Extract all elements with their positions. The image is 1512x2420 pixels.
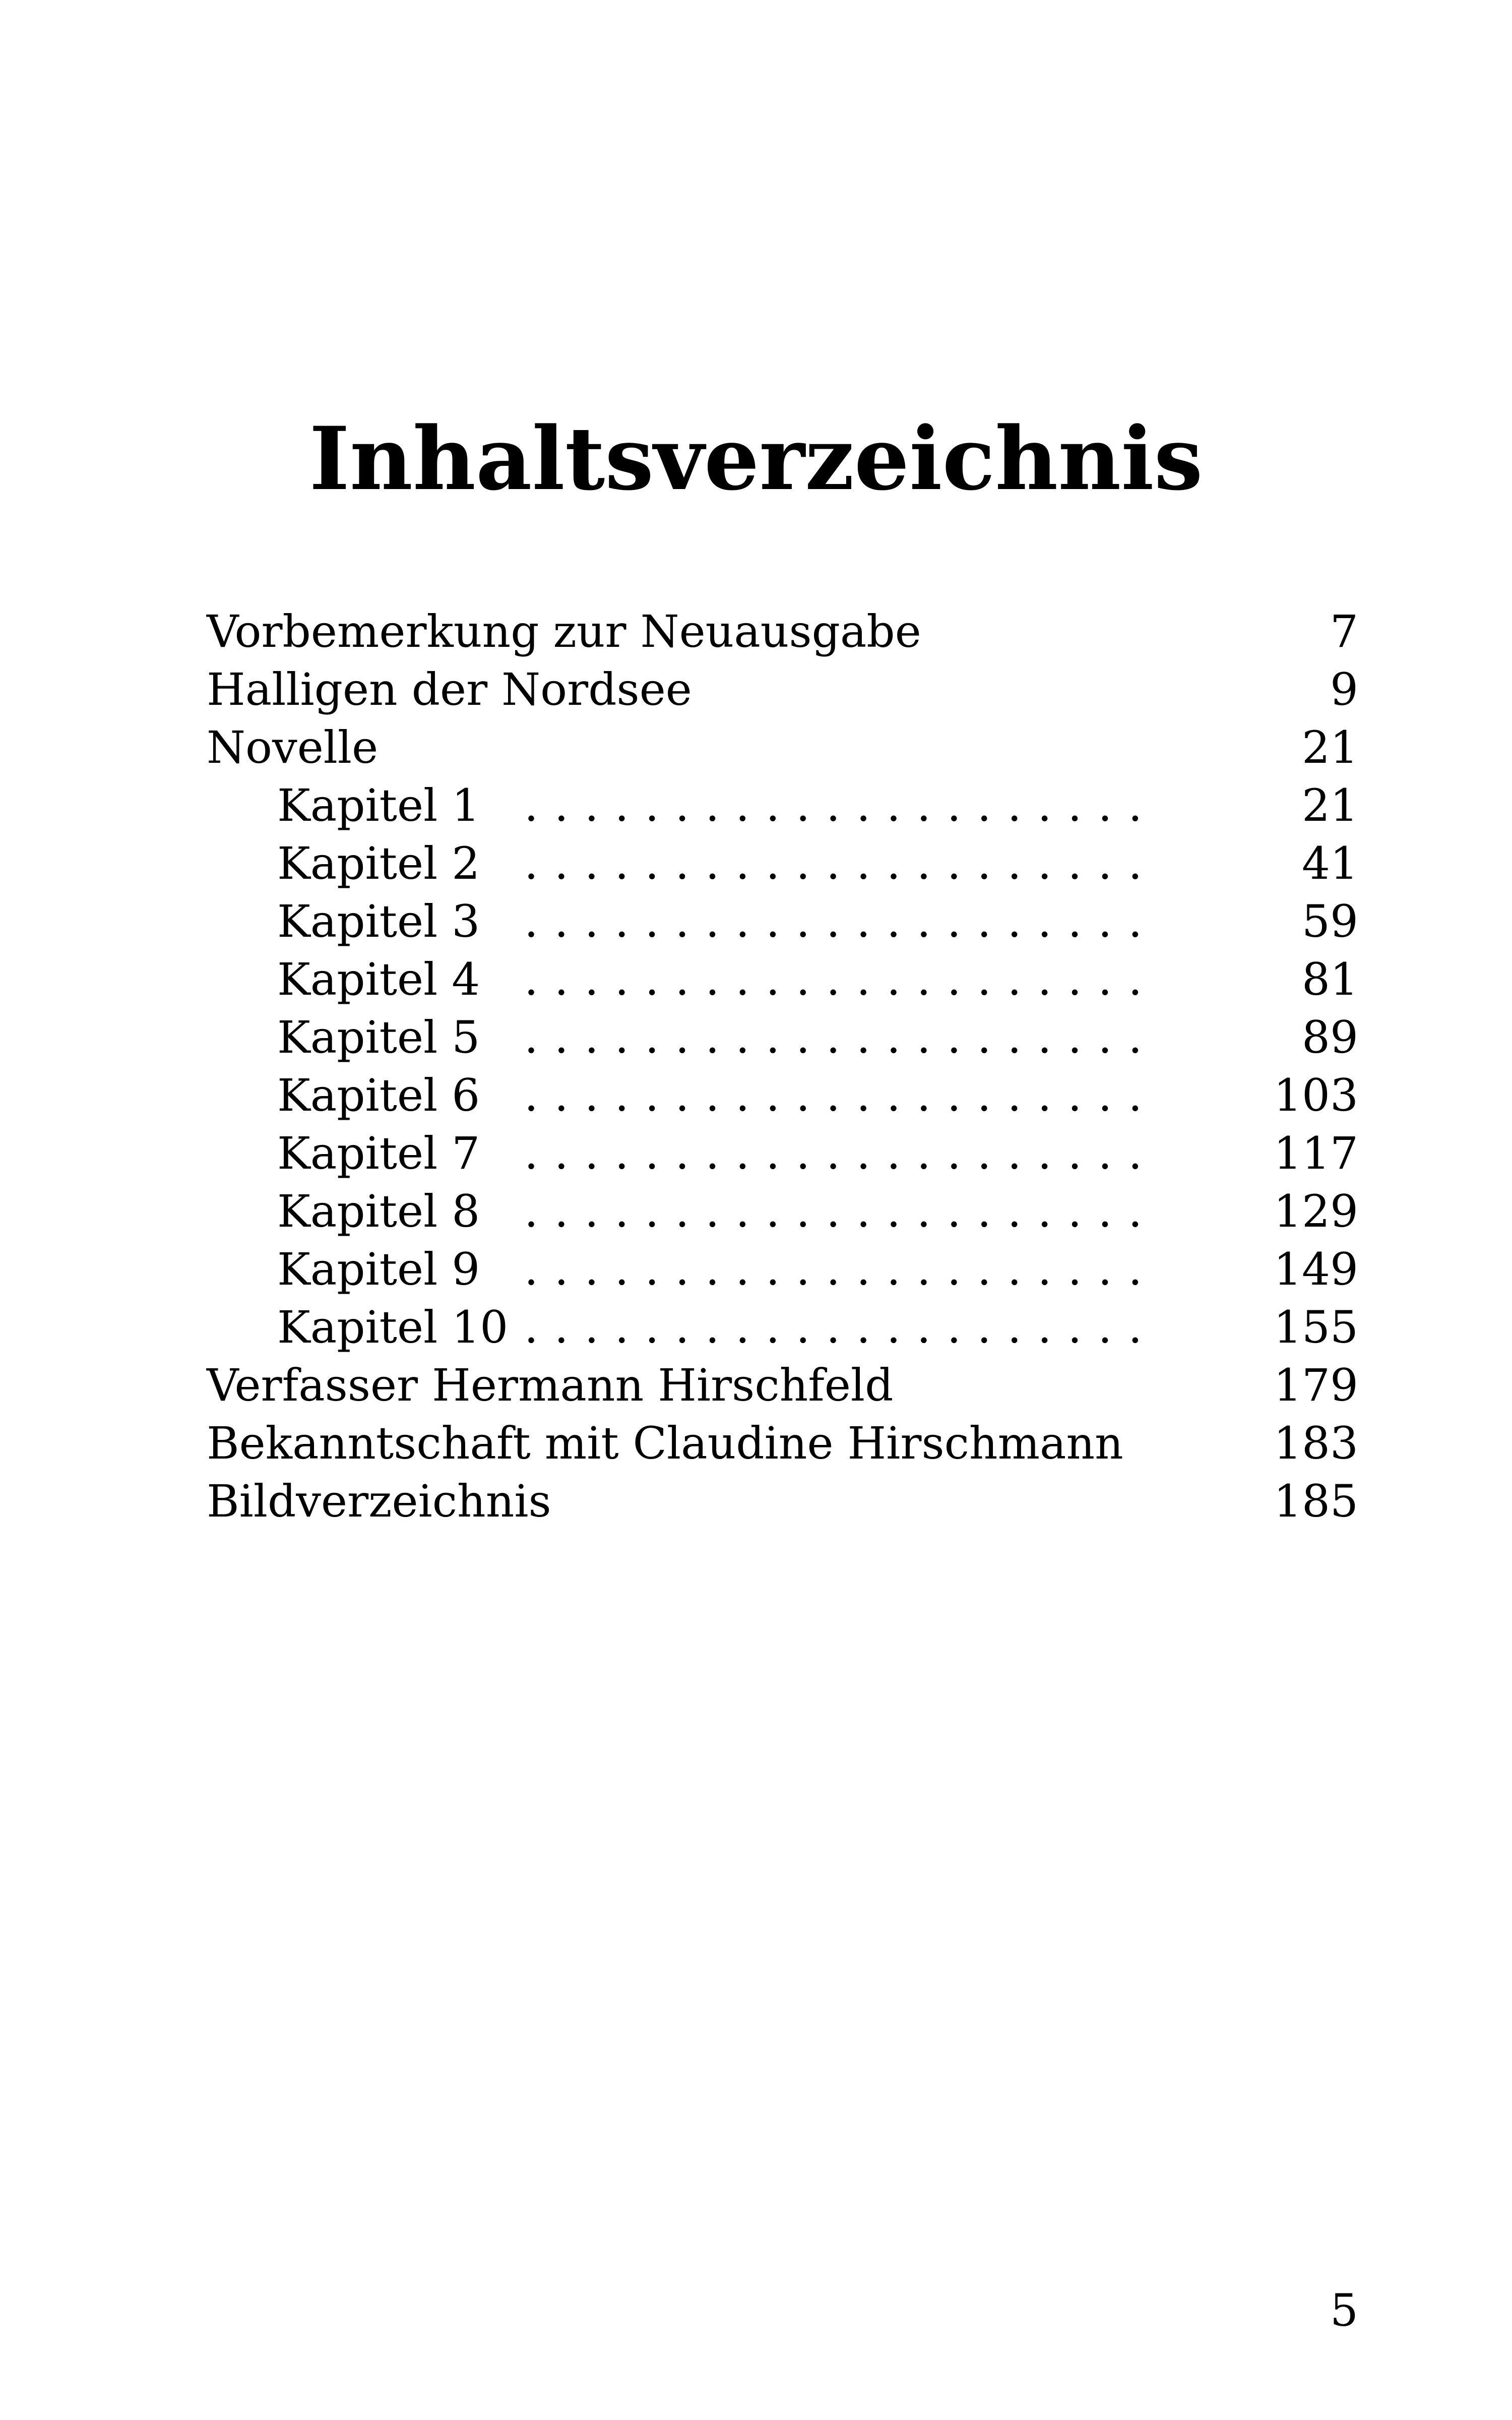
- toc-subentry: [207, 892, 1358, 950]
- toc-subentry: [207, 834, 1358, 892]
- dot-leader: [524, 892, 1237, 950]
- toc-entry-label: Bekanntschaft mit Claudine Hirschmann: [207, 1417, 1123, 1469]
- dot-leader: [524, 834, 1237, 892]
- toc-entry-label: Halligen der Nordsee: [207, 663, 692, 715]
- toc-entry: [207, 1472, 1358, 1530]
- toc-entry-page: 9: [1330, 663, 1358, 715]
- toc-entry: [207, 718, 1358, 776]
- page-title: Inhaltsverzeichnis: [309, 407, 1203, 510]
- toc-entry-page: 21: [1302, 721, 1358, 773]
- toc-entry-label: Kapitel 7: [277, 1127, 480, 1179]
- toc-subentry: [207, 1298, 1358, 1356]
- toc-entry-page: 185: [1274, 1475, 1358, 1527]
- dot-leader: [524, 1240, 1237, 1298]
- toc-subentry: [207, 1124, 1358, 1182]
- table-of-contents: [207, 602, 1358, 1530]
- toc-entry-page: 7: [1330, 606, 1358, 657]
- dot-leader: [524, 1008, 1237, 1066]
- toc-subentry: [207, 776, 1358, 834]
- toc-entry-page: 59: [1302, 895, 1358, 947]
- toc-entry-label: Kapitel 4: [277, 953, 480, 1005]
- dot-leader: [524, 1066, 1237, 1124]
- toc-entry-page: 41: [1302, 837, 1358, 889]
- toc-entry-label: Bildverzeichnis: [207, 1475, 551, 1527]
- toc-entry-label: Kapitel 10: [277, 1301, 509, 1353]
- toc-subentry: [207, 1240, 1358, 1298]
- toc-subentry: [207, 1066, 1358, 1124]
- toc-entry-page: 89: [1302, 1011, 1358, 1063]
- page-number: 5: [1330, 2284, 1358, 2336]
- toc-entry-label: Kapitel 3: [277, 895, 480, 947]
- toc-entry: [207, 660, 1358, 718]
- toc-entry-page: 183: [1274, 1417, 1358, 1469]
- toc-entry: [207, 602, 1358, 660]
- toc-entry-page: 149: [1274, 1243, 1358, 1295]
- toc-entry-label: Kapitel 2: [277, 837, 480, 889]
- toc-entry-label: Novelle: [207, 721, 379, 773]
- toc-entry-label: Kapitel 5: [277, 1011, 480, 1063]
- toc-subentry: [207, 1008, 1358, 1066]
- toc-entry-page: 81: [1302, 953, 1358, 1005]
- dot-leader: [524, 1182, 1237, 1240]
- toc-entry-page: 103: [1274, 1069, 1358, 1121]
- toc-subentry: [207, 1182, 1358, 1240]
- toc-entry-label: Kapitel 6: [277, 1069, 480, 1121]
- toc-entry-label: Verfasser Hermann Hirschfeld: [207, 1359, 894, 1411]
- toc-entry-label: Kapitel 8: [277, 1185, 480, 1237]
- toc-entry: [207, 1356, 1358, 1414]
- dot-leader: [524, 1124, 1237, 1182]
- toc-subentry: [207, 950, 1358, 1008]
- toc-entry-page: 117: [1274, 1127, 1358, 1179]
- dot-leader: [524, 1298, 1237, 1356]
- toc-entry-label: Vorbemerkung zur Neuausgabe: [207, 606, 921, 657]
- toc-entry-page: 129: [1274, 1185, 1358, 1237]
- toc-entry-page: 155: [1274, 1301, 1358, 1353]
- toc-entry-label: Kapitel 1: [277, 779, 480, 831]
- dot-leader: [524, 950, 1237, 1008]
- dot-leader: [524, 776, 1237, 834]
- toc-entry: [207, 1414, 1358, 1472]
- toc-entry-page: 179: [1274, 1359, 1358, 1411]
- toc-entry-label: Kapitel 9: [277, 1243, 480, 1295]
- toc-entry-page: 21: [1302, 779, 1358, 831]
